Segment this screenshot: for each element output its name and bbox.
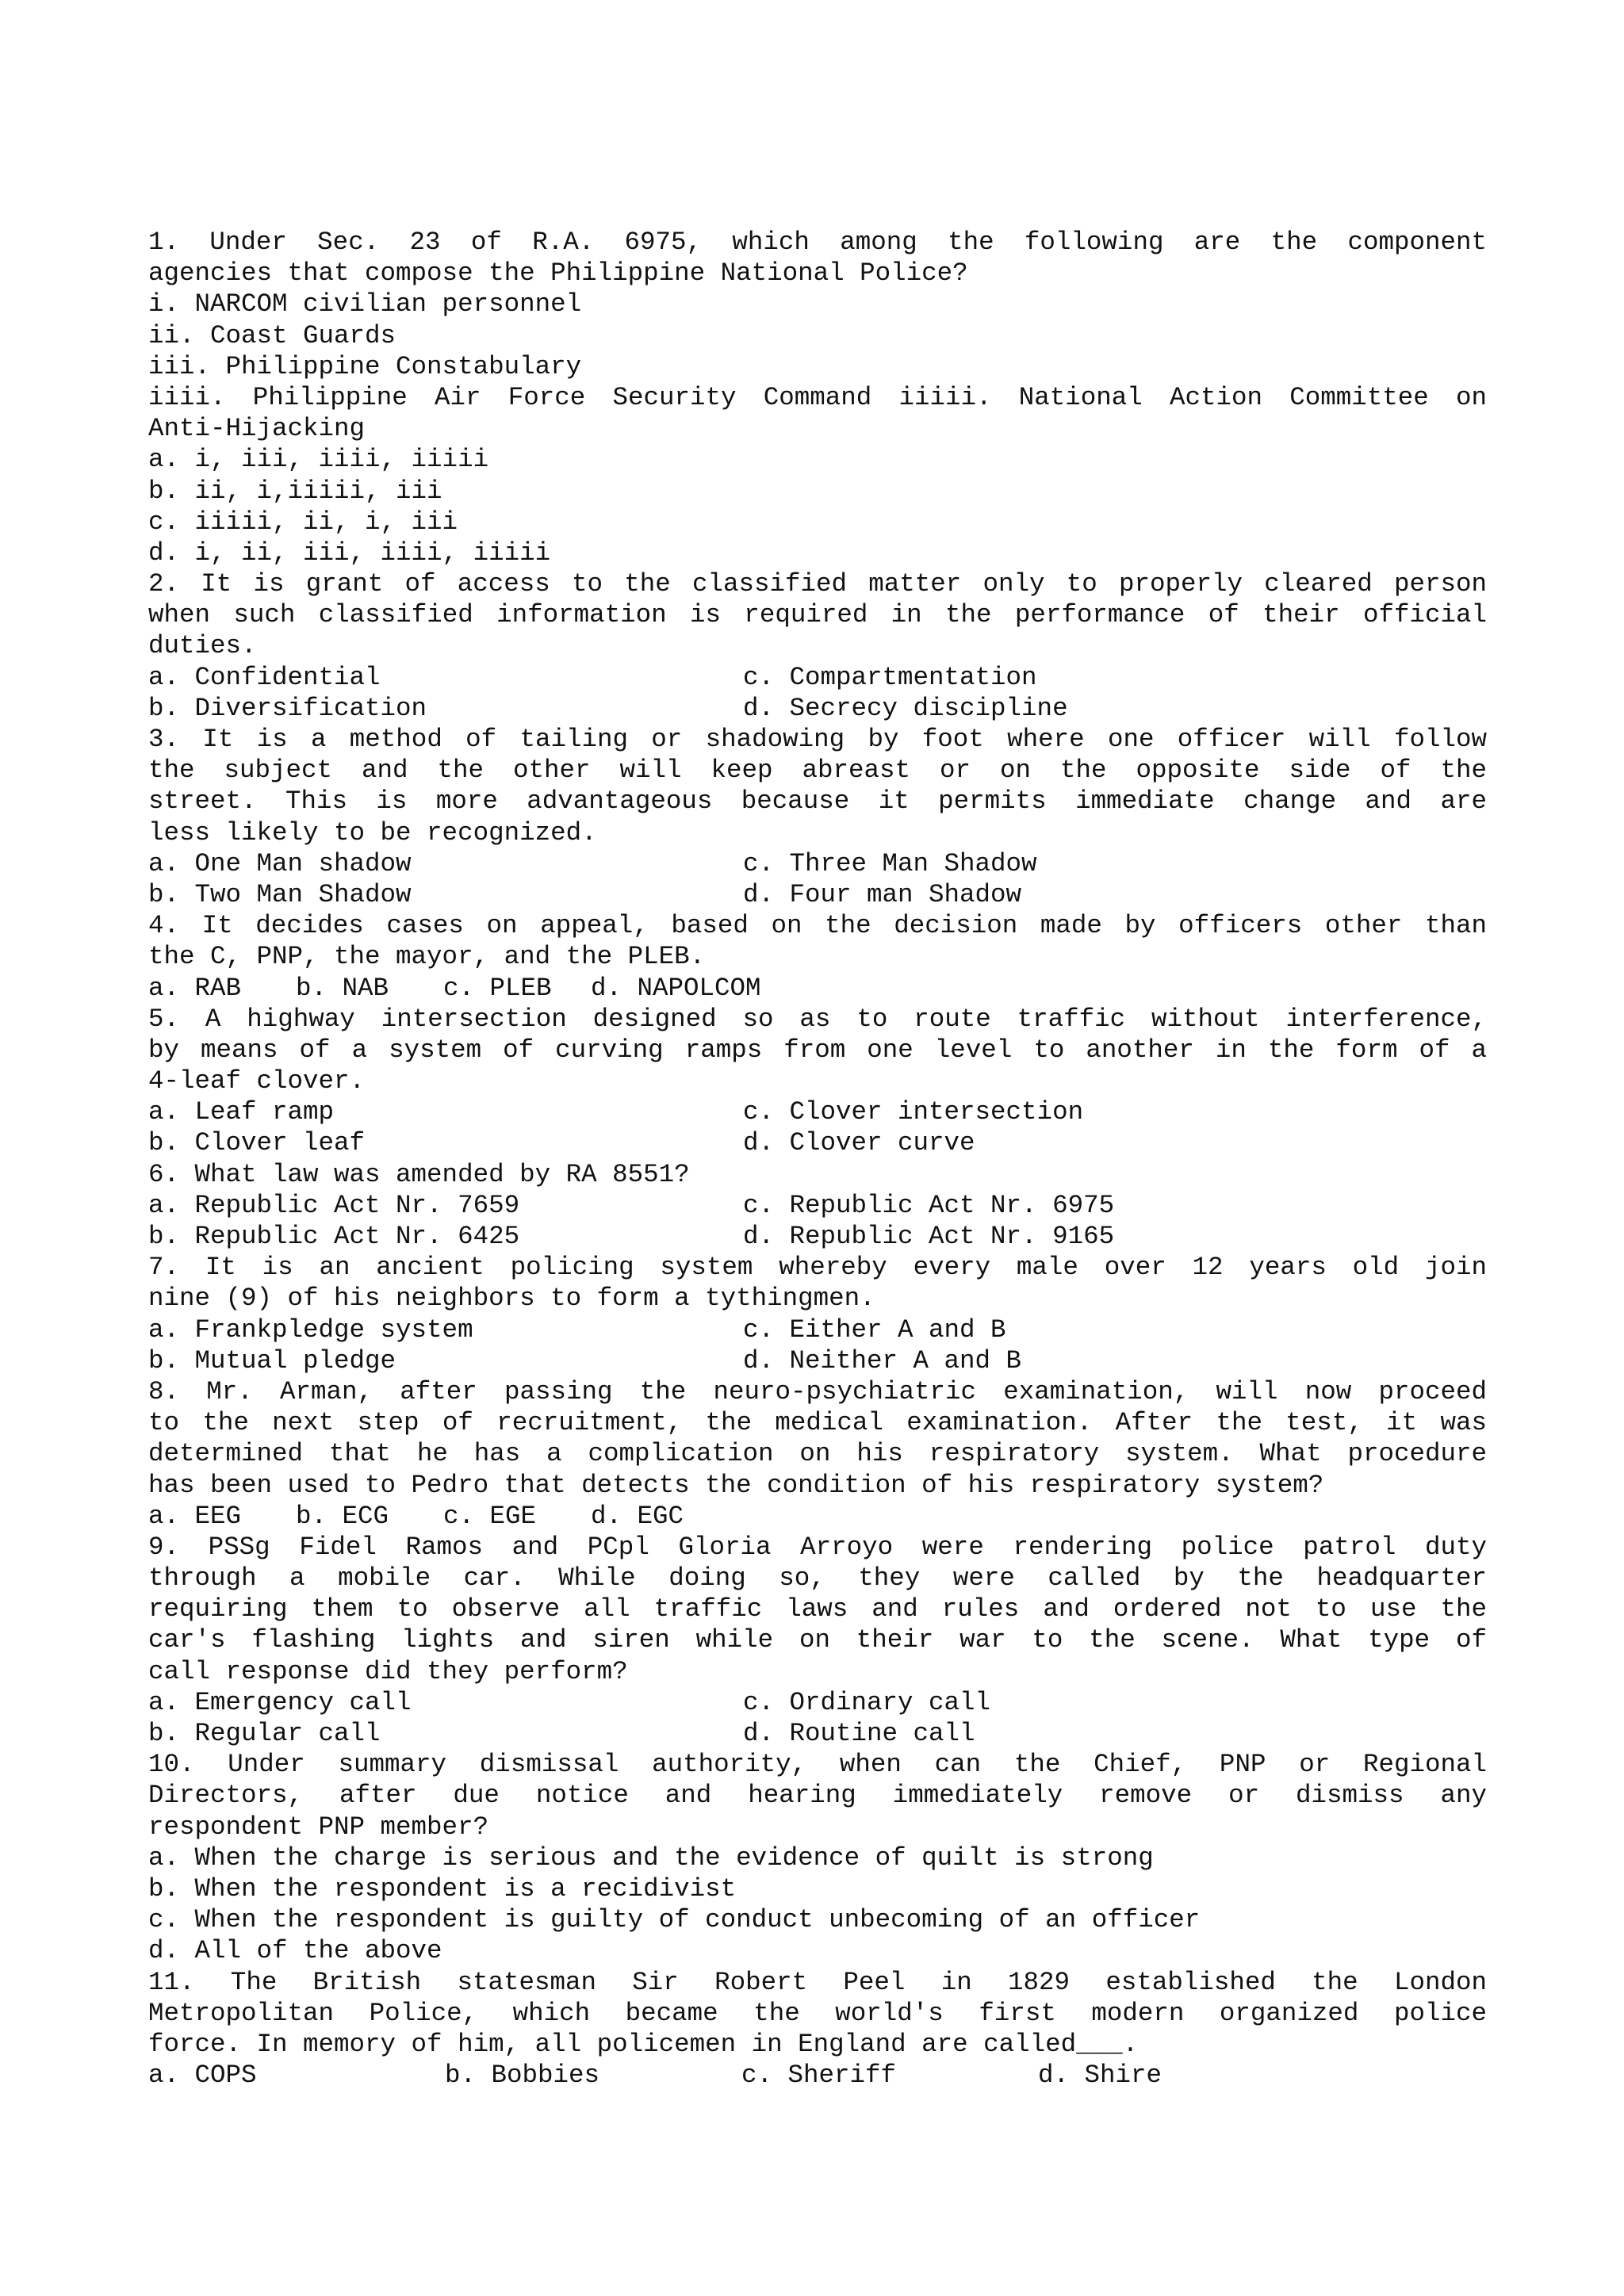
question-stem-line: street. This is more advantageous because it permits immediate change and are (148, 786, 1487, 817)
answer-option: c. Three Man Shadow (743, 848, 1037, 878)
answer-option: d. Routine call (743, 1719, 975, 1748)
answer-option: b. Diversification (148, 693, 427, 723)
question-11 (148, 1967, 1487, 2091)
question-stem-line: nine (9) of his neighbors to form a tythingmen. (148, 1284, 875, 1314)
question-6 (148, 1159, 1487, 1253)
question-3 (148, 724, 1487, 910)
answer-row (148, 1096, 1487, 1127)
question-stem-line: requiring them to observe all traffic laws and rules and ordered not to use the (148, 1594, 1487, 1624)
answer-option: d. All of the above (148, 1936, 442, 1966)
answer-option: c. When the respondent is guilty of conduct unbecoming of an officer (148, 1905, 1201, 1935)
question-stem-line: 10. Under summary dismissal authority, when can the Chief, PNP or Regional (148, 1750, 1487, 1780)
answer-option: a. Republic Act Nr. 7659 (148, 1190, 520, 1220)
answer-option: a. RAB (148, 973, 242, 1003)
question-stem-line: the C, PNP, the mayor, and the PLEB. (148, 942, 706, 972)
question-stem-line: less likely to be recognized. (148, 817, 597, 848)
question-stem-line: duties. (148, 631, 257, 661)
question-stem-line: 4-leaf clover. (148, 1066, 366, 1096)
question-stem-line: 1. Under Sec. 23 of R.A. 6975, which among the following are the component (148, 228, 1487, 257)
answer-option: c. Compartmentation (743, 662, 1037, 692)
answer-option: b. ii, i,iiiii, iii (148, 476, 442, 506)
answer-row (148, 1127, 1487, 1158)
question-7 (148, 1252, 1487, 1376)
question-stem-line: respondent PNP member? (148, 1812, 489, 1842)
question-item: iiii. Philippine Air Force Security Command iiiii. National Action Committee on (148, 382, 1487, 412)
question-9 (148, 1532, 1487, 1749)
answer-row (148, 1190, 1487, 1221)
question-stem-line: the subject and the other will keep abreast or on the opposite side of the (148, 756, 1487, 786)
answer-option: d. NAPOLCOM (591, 973, 761, 1003)
question-item: ii. Coast Guards (148, 320, 396, 350)
answer-option: c. EGE (443, 1501, 537, 1531)
question-stem-line: 6. What law was amended by RA 8551? (148, 1159, 690, 1189)
question-stem-line: call response did they perform? (148, 1656, 628, 1686)
answer-option: b. NAB (296, 973, 389, 1003)
answer-row (148, 1718, 1487, 1749)
answer-option: b. Mutual pledge (148, 1345, 396, 1376)
answer-option: a. One Man shadow (148, 848, 412, 878)
answer-option: c. Either A and B (743, 1314, 1006, 1345)
answer-row (148, 693, 1487, 724)
answer-option: a. Frankpledge system (148, 1314, 473, 1345)
question-stem-line: to the next step of recruitment, the medical examination. After the test, it was (148, 1408, 1487, 1438)
answer-option: c. Clover intersection (743, 1097, 1084, 1127)
answer-option: b. Two Man Shadow (148, 879, 412, 909)
answer-option: d. Republic Act Nr. 9165 (743, 1222, 1115, 1251)
answer-option: b. Bobbies (445, 2061, 600, 2091)
question-stem-line: 2. It is grant of access to the classified matter only to properly cleared person (148, 569, 1487, 599)
question-1 (148, 227, 1487, 568)
question-item: Anti-Hijacking (148, 414, 366, 444)
answer-option: a. When the charge is serious and the evidence of quilt is strong (148, 1843, 1154, 1873)
answer-option: a. Emergency call (148, 1687, 412, 1717)
answer-row (148, 973, 1487, 1004)
answer-option: c. iiiii, ii, i, iii (148, 507, 458, 537)
answer-row (148, 1501, 1487, 1532)
question-stem-line: Metropolitan Police, which became the world's first modern organized police (148, 1998, 1487, 2028)
exam-page (148, 227, 1487, 2091)
question-stem-line: force. In memory of him, all policemen in England are called___. (148, 2029, 1139, 2059)
question-stem-line: determined that he has a complication on his respiratory system. What procedure (148, 1439, 1487, 1469)
answer-option: c. PLEB (443, 973, 552, 1003)
question-stem-line: 3. It is a method of tailing or shadowing by foot where one officer will follow (148, 725, 1487, 754)
answer-option: d. Shire (1038, 2061, 1162, 2091)
question-item: iii. Philippine Constabulary (148, 351, 582, 381)
answer-option: a. i, iii, iiii, iiiii (148, 445, 489, 475)
question-stem-line: 4. It decides cases on appeal, based on the decision made by officers other than (148, 911, 1487, 941)
answer-option: d. i, ii, iii, iiii, iiiii (148, 538, 551, 568)
answer-option: a. COPS (148, 2061, 257, 2091)
question-stem-line: 9. PSSg Fidel Ramos and PCpl Gloria Arroyo were rendering police patrol duty (148, 1532, 1487, 1562)
answer-option: d. Neither A and B (743, 1345, 1022, 1376)
question-stem-line: has been used to Pedro that detects the condition of his respiratory system? (148, 1470, 1324, 1500)
answer-option: d. Secrecy discipline (743, 693, 1068, 723)
answer-option: b. ECG (296, 1501, 389, 1531)
answer-option: a. Confidential (148, 662, 381, 692)
answer-row (148, 1687, 1487, 1718)
answer-option: a. EEG (148, 1501, 242, 1531)
answer-option: b. Clover leaf (148, 1128, 366, 1158)
answer-option: d. EGC (591, 1501, 684, 1531)
answer-option: d. Clover curve (743, 1128, 975, 1158)
answer-row (148, 848, 1487, 879)
answer-row (148, 879, 1487, 910)
question-stem-line: Directors, after due notice and hearing immediately remove or dismiss any (148, 1781, 1487, 1811)
question-5 (148, 1004, 1487, 1159)
question-2 (148, 568, 1487, 724)
question-item: i. NARCOM civilian personnel (148, 289, 582, 320)
question-stem-line: 8. Mr. Arman, after passing the neuro-psychiatric examination, will now proceed (148, 1376, 1487, 1406)
answer-option: c. Ordinary call (743, 1687, 991, 1717)
answer-option: c. Sheriff (741, 2061, 897, 2091)
answer-row (148, 2060, 1487, 2091)
answer-row (148, 662, 1487, 693)
question-stem-line: when such classified information is required in the performance of their official (148, 600, 1487, 630)
answer-option: a. Leaf ramp (148, 1097, 335, 1127)
question-stem-line: car's flashing lights and siren while on their war to the scene. What type of (148, 1625, 1487, 1655)
question-stem-line: 5. A highway intersection designed so as to route traffic without interference, (148, 1004, 1487, 1034)
question-10 (148, 1749, 1487, 1966)
answer-option: b. When the respondent is a recidivist (148, 1873, 737, 1904)
answer-option: d. Four man Shadow (743, 879, 1022, 909)
question-4 (148, 910, 1487, 1004)
answer-option: b. Regular call (148, 1719, 381, 1748)
answer-option: c. Republic Act Nr. 6975 (743, 1190, 1115, 1220)
answer-row (148, 1314, 1487, 1345)
question-stem-line: 7. It is an ancient policing system whereby every male over 12 years old join (148, 1253, 1487, 1283)
answer-option: b. Republic Act Nr. 6425 (148, 1222, 520, 1251)
answer-row (148, 1221, 1487, 1252)
question-8 (148, 1376, 1487, 1532)
question-stem-line: agencies that compose the Philippine National Police? (148, 258, 968, 289)
question-stem-line: through a mobile car. While doing so, they were called by the headquarter (148, 1563, 1487, 1594)
question-stem-line: 11. The British statesman Sir Robert Peel in 1829 established the London (148, 1967, 1487, 1997)
answer-row (148, 1345, 1487, 1376)
question-stem-line: by means of a system of curving ramps from one level to another in the form of a (148, 1035, 1487, 1065)
